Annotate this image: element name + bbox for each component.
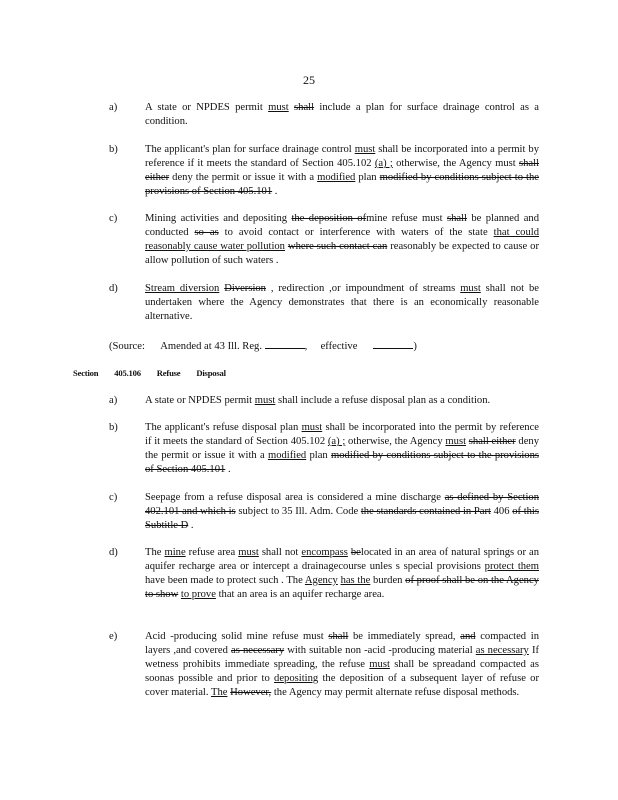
struck-text: of proof shall be on the Agency	[405, 575, 539, 586]
paragraph-405-106-b	[109, 421, 539, 477]
paragraph-label: a)	[109, 102, 118, 113]
paragraph-405-106-a	[109, 394, 539, 408]
inserted-text: (a) ;	[327, 436, 346, 447]
text-run: be planned and conducted	[145, 213, 539, 238]
inserted-text: depositing	[274, 673, 319, 684]
struck-text: However,	[230, 687, 272, 698]
effective-date-blank	[373, 339, 413, 349]
text-run: Seepage from a refuse disposal area is considered a mine discharge	[145, 492, 445, 503]
text-run: have been made to protect such . The	[145, 575, 305, 586]
source-note	[109, 339, 417, 354]
inserted-text: must	[460, 283, 481, 294]
struck-text: modified by conditions subject to the provisions of Section 405.101	[145, 450, 539, 475]
inserted-text: must	[445, 436, 467, 447]
text-run: subject to 35 Ill. Adm. Code	[235, 506, 361, 517]
text-run: with suitable non -acid -producing material	[284, 645, 476, 656]
text-run: .	[188, 520, 194, 531]
text-run: located in an area of natural springs or an aquifer recharge area or intercept a drainagecourse unles s special provisions	[145, 547, 540, 572]
inserted-text: modified	[317, 172, 356, 183]
text-run: The applicant's plan for surface drainage control	[145, 144, 355, 155]
section-word: Section	[73, 368, 99, 378]
text-run: plan	[306, 450, 332, 461]
text-run: shall be spreadand compacted as soonas possible and prior to	[145, 659, 539, 684]
struck-text: as defined by Section 402.101 and which is	[145, 492, 539, 517]
page-number: 25	[303, 73, 315, 87]
paragraph-label: a)	[109, 395, 118, 406]
struck-text: shall either	[145, 158, 540, 183]
paragraph-text	[145, 143, 539, 199]
inserted-text: must	[369, 659, 390, 670]
struck-text: shall either	[468, 436, 516, 447]
paragraph-label: c)	[109, 492, 118, 503]
struck-text: Diversion	[224, 283, 266, 294]
source-effective: effective	[320, 341, 358, 352]
section-heading	[73, 368, 240, 378]
paragraph-405-105-b	[109, 143, 539, 199]
text-run: otherwise, the Agency	[345, 436, 446, 447]
text-run: compacted in layers ,and covered	[145, 631, 539, 656]
struck-text: shall	[328, 631, 349, 642]
struck-text: so as	[194, 227, 219, 238]
inserted-text: encompass	[301, 547, 348, 558]
text-run: shall not	[258, 547, 302, 558]
text-run: include a plan for surface drainage control as a condition.	[145, 102, 539, 127]
inserted-text: has the	[340, 575, 371, 586]
source-close: )	[413, 341, 417, 352]
paragraph-label: b)	[109, 422, 118, 433]
text-run: shall be incorporated into the permit by reference if it meets the standard of Section 405.102	[145, 422, 539, 447]
struck-text: shall	[294, 102, 315, 113]
text-run: burden	[370, 575, 406, 586]
text-run: , redirection ,or impoundment of streams	[265, 283, 461, 294]
paragraph-label: d)	[109, 547, 118, 558]
struck-text: to show	[145, 589, 179, 600]
paragraph-text	[145, 491, 539, 533]
text-run: be immediately spread,	[348, 631, 461, 642]
paragraph-text	[145, 546, 539, 602]
text-run: reasonably be expected to cause or allow pollution of such waters .	[145, 241, 539, 266]
section-title-refuse: Refuse	[156, 368, 181, 378]
source-text: Amended at 43 Ill. Reg.	[160, 341, 262, 352]
section-title-disposal: Disposal	[196, 368, 226, 378]
inserted-text: The	[210, 687, 228, 698]
inserted-text: must	[254, 395, 276, 406]
paragraph-405-106-d	[109, 546, 539, 602]
paragraph-405-106-e	[109, 630, 539, 700]
inserted-text: must	[238, 547, 259, 558]
text-run: shall be incorporated into a permit by reference if it meets the standard of Section 405.102	[145, 144, 540, 169]
text-run: to avoid contact or interference with waters of the state	[218, 227, 494, 238]
inserted-text: must	[354, 144, 376, 155]
struck-text: modified by conditions subject to the provisions of Section 405.101	[145, 172, 539, 197]
struck-text: and	[460, 631, 476, 642]
inserted-text: as necessary	[475, 645, 529, 656]
paragraph-text	[145, 421, 539, 477]
paragraph-text	[145, 101, 539, 129]
paragraph-405-105-c	[109, 212, 539, 268]
struck-text: the deposition of	[291, 213, 367, 224]
paragraph-405-105-d	[109, 282, 539, 324]
struck-text: of this Subtitle D	[145, 506, 539, 531]
paragraph-text	[145, 282, 539, 324]
text-run: otherwise, the Agency must	[392, 158, 519, 169]
section-number: 405.106	[114, 368, 141, 378]
inserted-text: must	[301, 422, 323, 433]
text-run: .	[225, 464, 231, 475]
paragraph-405-105-a	[109, 101, 539, 129]
inserted-text: Stream diversion	[145, 283, 220, 294]
text-run: shall include a refuse disposal plan as a condition.	[275, 395, 491, 406]
text-run: refuse area	[185, 547, 239, 558]
inserted-text: must	[268, 102, 289, 113]
struck-text: the standards contained in Part	[360, 506, 491, 517]
text-run: A state or NPDES permit	[145, 102, 269, 113]
struck-text: be	[350, 547, 361, 558]
text-run: shall not be undertaken where the Agency demonstrates that there is an economically reasonable alternative.	[145, 283, 539, 322]
paragraph-label: c)	[109, 213, 118, 224]
paragraph-label: d)	[109, 283, 118, 294]
text-run: The	[145, 547, 165, 558]
text-run: the deposition of a subsequent layer of refuse or cover material.	[145, 673, 539, 698]
source-open: (Source:	[109, 341, 145, 352]
inserted-text: mine	[164, 547, 186, 558]
text-run: The applicant's refuse disposal plan	[145, 422, 302, 433]
struck-text: shall	[446, 213, 467, 224]
text-run: A state or NPDES permit	[145, 395, 255, 406]
register-blank	[265, 339, 305, 349]
paragraph-text	[145, 630, 539, 700]
paragraph-text	[145, 212, 539, 268]
text-run: the Agency may permit alternate refuse disposal methods.	[271, 687, 520, 698]
inserted-text: to prove	[180, 589, 216, 600]
text-run: mine refuse must	[366, 213, 447, 224]
text-run: Mining activities and depositing	[145, 213, 292, 224]
text-run: 406	[490, 506, 513, 517]
inserted-text: protect them	[484, 561, 539, 572]
text-run: deny the permit or issue it with a	[145, 436, 539, 461]
struck-text: as necessary	[231, 645, 285, 656]
paragraph-label: b)	[109, 144, 118, 155]
inserted-text: Agency	[304, 575, 338, 586]
paragraph-label: e)	[109, 631, 118, 642]
text-run: .	[272, 186, 278, 197]
paragraph-405-106-c	[109, 491, 539, 533]
text-run: Acid -producing solid mine refuse must	[145, 631, 329, 642]
text-run: If wetness prohibits immediate spreading, the refuse	[145, 645, 539, 670]
inserted-text: that could reasonably cause water pollution	[145, 227, 539, 252]
paragraph-text	[145, 394, 539, 408]
source-comma: ,	[304, 341, 308, 352]
inserted-text: modified	[267, 450, 307, 461]
text-run: that an area is an aquifer recharge area.	[215, 589, 385, 600]
text-run: deny the permit or issue it with a	[169, 172, 318, 183]
inserted-text: (a) ;	[374, 158, 393, 169]
text-run: plan	[355, 172, 380, 183]
struck-text: where such contact can	[287, 241, 388, 252]
